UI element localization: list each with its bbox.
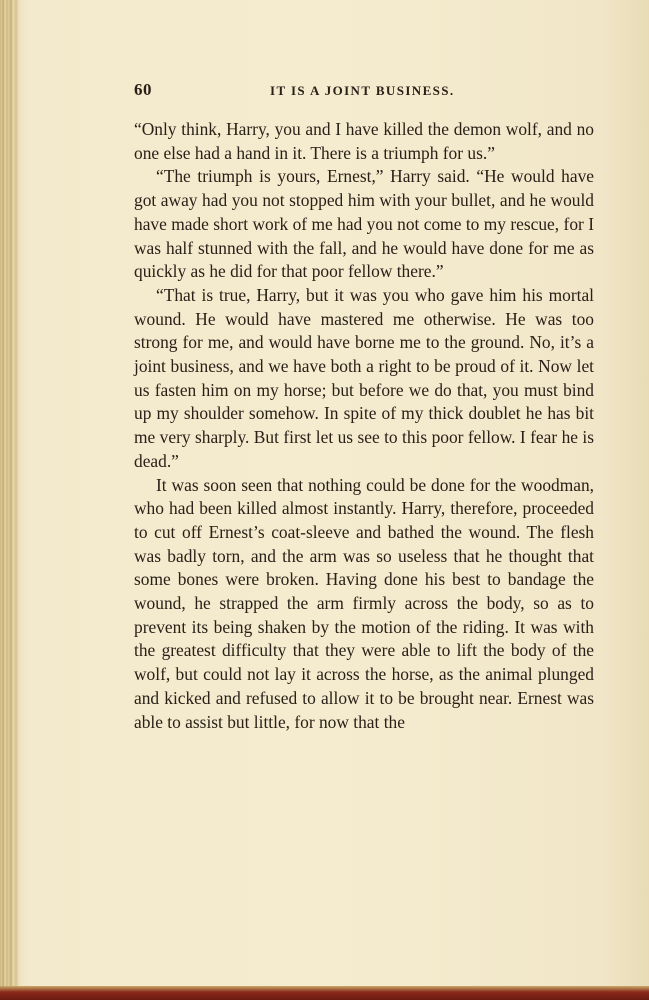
page-number: 60 — [134, 80, 152, 99]
paragraph: “The triumph is yours, Ernest,” Harry said. “He would have got away had you not stopped him with your bullet, and he would have made short work of me had you not come to my rescue, for I was half stunned with the fall, and he would have done for me as quickly as he did for that poor fellow there.” — [134, 166, 594, 282]
page-binding-edge — [0, 0, 22, 1000]
paragraph: “That is true, Harry, but it was you who gave him his mortal wound. He would have mastered me otherwise. He was too strong for me, and would have borne me to the ground. No, it’s a joint business, and we have both a right to be proud of it. Now let us fasten him on my horse; but before we do that, you must bind up my shoulder somehow. In spite of my thick doublet he has bit me very sharply. But first let us see to this poor fellow. I fear he is dead.” — [134, 284, 594, 471]
page-header — [134, 80, 594, 104]
running-head: IT IS A JOINT BUSINESS. — [270, 83, 455, 98]
paragraph: “Only think, Harry, you and I have killed the demon wolf, and no one else had a hand in it. There is a triumph for us.” — [134, 119, 594, 163]
page-bottom-edge — [0, 986, 649, 1000]
body-text — [134, 118, 594, 734]
paragraph: It was soon seen that nothing could be done for the woodman, who had been killed almost instantly. Harry, therefore, proceeded to cut off Ernest’s coat-sleeve and bathed the wound. The flesh was badly torn, and the arm was so useless that he thought that some bones were broken. Having done his best to bandage the wound, he strapped the arm firmly across the body, so as to prevent its being shaken by the motion of the riding. It was with the greatest difficulty that they were able to lift the body of the wolf, but could not lay it across the horse, as the animal plunged and kicked and refused to allow it to be brought near. Ernest was able to assist but little, for now that the — [134, 474, 594, 732]
